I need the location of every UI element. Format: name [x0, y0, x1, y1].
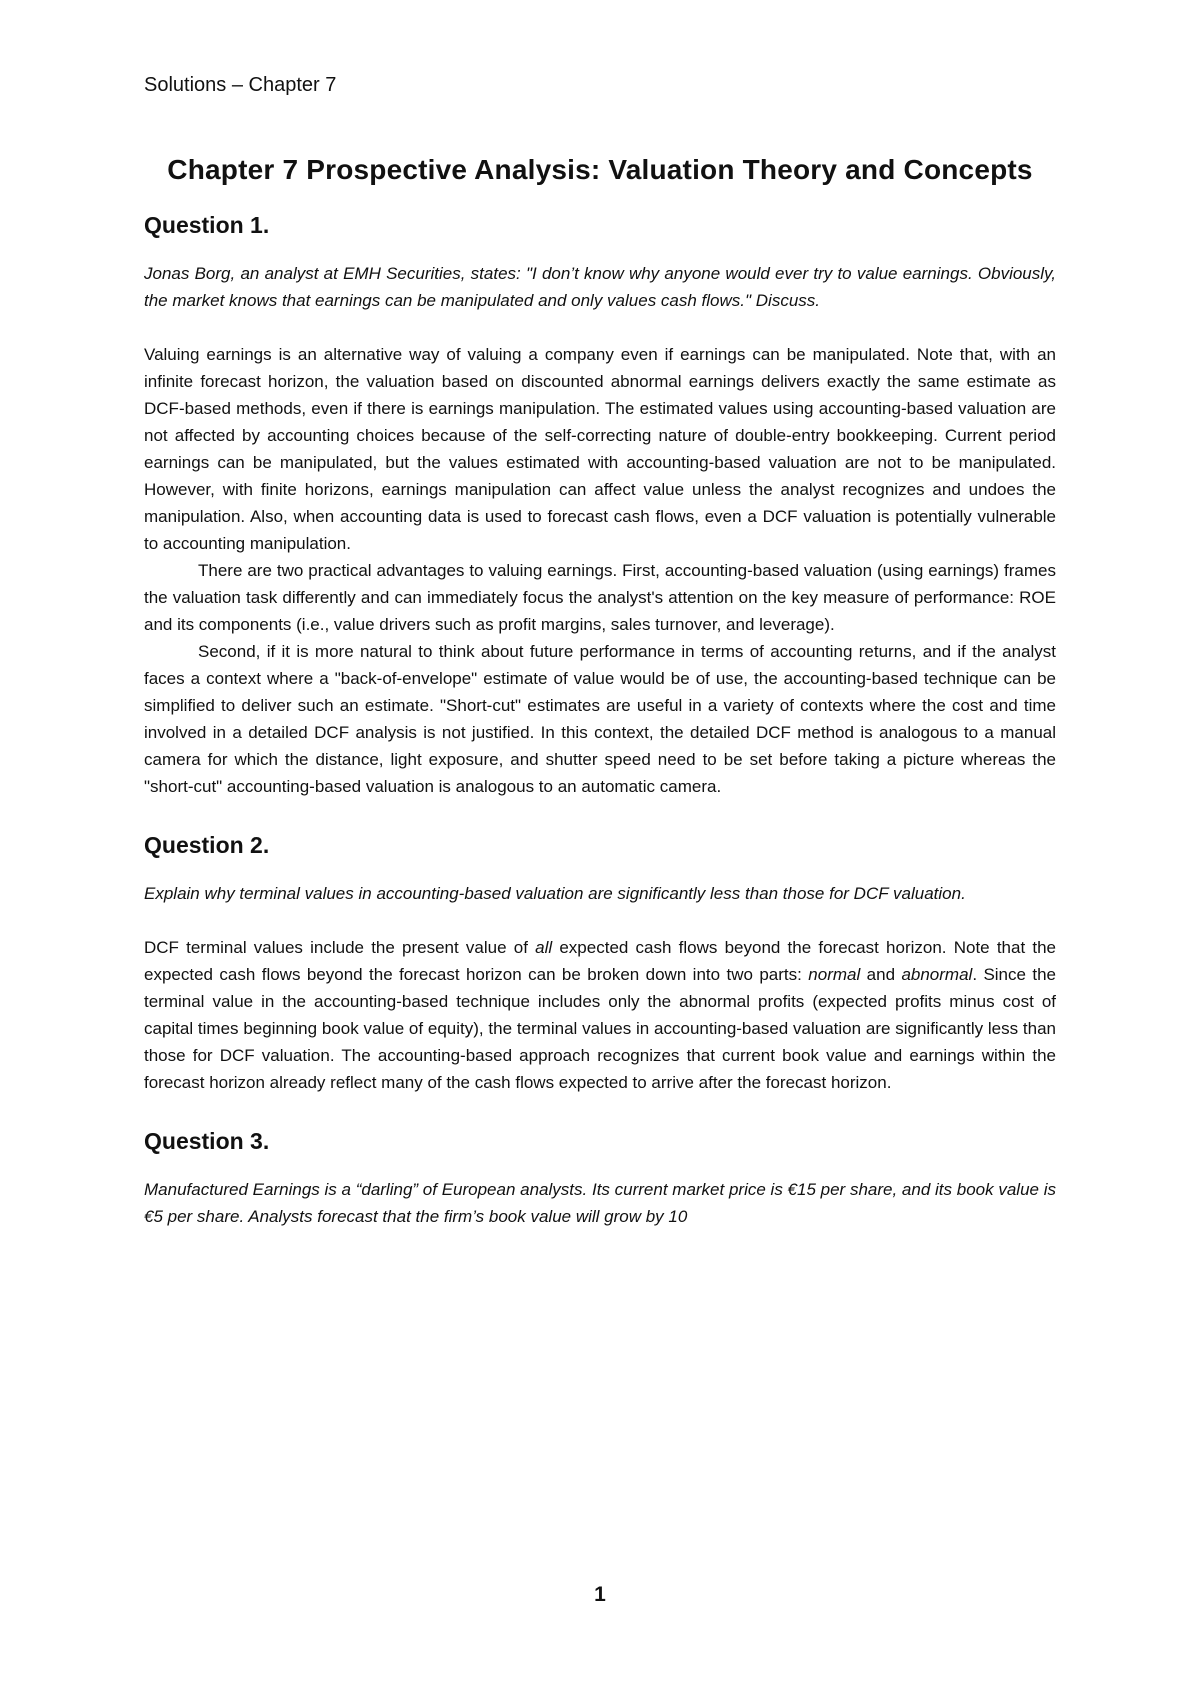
- question-1-heading: Question 1.: [144, 212, 270, 238]
- question-2-answer-paragraph: [144, 934, 1056, 1096]
- emphasis-normal: normal: [808, 965, 861, 984]
- question-3-prompt: Manufactured Earnings is a “darling” of European analysts. Its current market price is €15 per share, and its book value is €5 per share. Analysts forecast that the firm’s book value will grow by 10: [144, 1180, 1056, 1226]
- emphasis-all: all: [535, 938, 553, 957]
- running-header: Solutions – Chapter 7: [144, 74, 337, 96]
- page-number: 1: [594, 1583, 606, 1606]
- emphasis-abnormal: abnormal: [901, 965, 973, 984]
- question-1-answer-paragraph-3: Second, if it is more natural to think about future performance in terms of accounting returns, and if the analyst faces a context where a "back-of-envelope" estimate of value would be of use, the accounting-based technique can be simplified to deliver such an estimate. "Short-cut" estimates are useful in a variety of contexts where the cost and time involved in a detailed DCF analysis is not justified. In this context, the detailed DCF method is analogous to a manual camera for which the distance, light exposure, and shutter speed need to be set before taking a picture whereas the "short-cut" accounting-based valuation is analogous to an automatic camera.: [144, 642, 1056, 796]
- chapter-title: Chapter 7 Prospective Analysis: Valuation Theory and Concepts: [167, 154, 1033, 185]
- answer-text: expected cash flows beyond the forecast horizon. Note that the expected cash flows beyond the forecast horizon can be broken down into two parts:: [144, 938, 1056, 984]
- answer-text: DCF terminal values include the present value of: [144, 938, 536, 957]
- question-3-heading: Question 3.: [144, 1128, 270, 1154]
- question-2-section: [144, 830, 1056, 1096]
- question-1-answer-paragraph-1: Valuing earnings is an alternative way of valuing a company even if earnings can be manipulated. Note that, with an infinite forecast horizon, the valuation based on discounted abnormal earnings delivers exactly the same estimate as DCF-based methods, even if there is earnings manipulation. The estimated values using accounting-based valuation are not affected by accounting choices because of the self-correcting nature of double-entry bookkeeping. Current period earnings can be manipulated, but the values estimated with accounting-based valuation are not to be manipulated. However, with finite horizons, earnings manipulation can affect value unless the analyst recognizes and undoes the manipulation. Also, when accounting data is used to forecast cash flows, even a DCF valuation is potentially vulnerable to accounting manipulation.: [144, 345, 1056, 553]
- answer-text: . Since the terminal value in the accounting-based technique includes only the abnormal profits (expected profits minus cost of capital times beginning book value of equity), the terminal values in accounting-based valuation are significantly less than those for DCF valuation. The accounting-based approach recognizes that current book value and earnings within the forecast horizon already reflect many of the cash flows expected to arrive after the forecast horizon.: [144, 965, 1057, 1092]
- question-1-section: [144, 210, 1056, 800]
- question-3-section: [144, 1126, 1056, 1230]
- page-content: [144, 148, 1056, 1257]
- question-2-heading: Question 2.: [144, 832, 270, 858]
- answer-text: and: [860, 965, 902, 984]
- question-1-prompt: Jonas Borg, an analyst at EMH Securities, states: "I don’t know why anyone would ever try to value earnings. Obviously, the market knows that earnings can be manipulated and only values cash flows." Discuss.: [144, 264, 1056, 310]
- question-1-answer-paragraph-2: There are two practical advantages to valuing earnings. First, accounting-based valuation (using earnings) frames the valuation task differently and can immediately focus the analyst's attention on the key measure of performance: ROE and its components (i.e., value drivers such as profit margins, sales turnover, and leverage).: [144, 561, 1056, 634]
- question-2-prompt: Explain why terminal values in accounting-based valuation are significantly less than those for DCF valuation.: [144, 884, 966, 903]
